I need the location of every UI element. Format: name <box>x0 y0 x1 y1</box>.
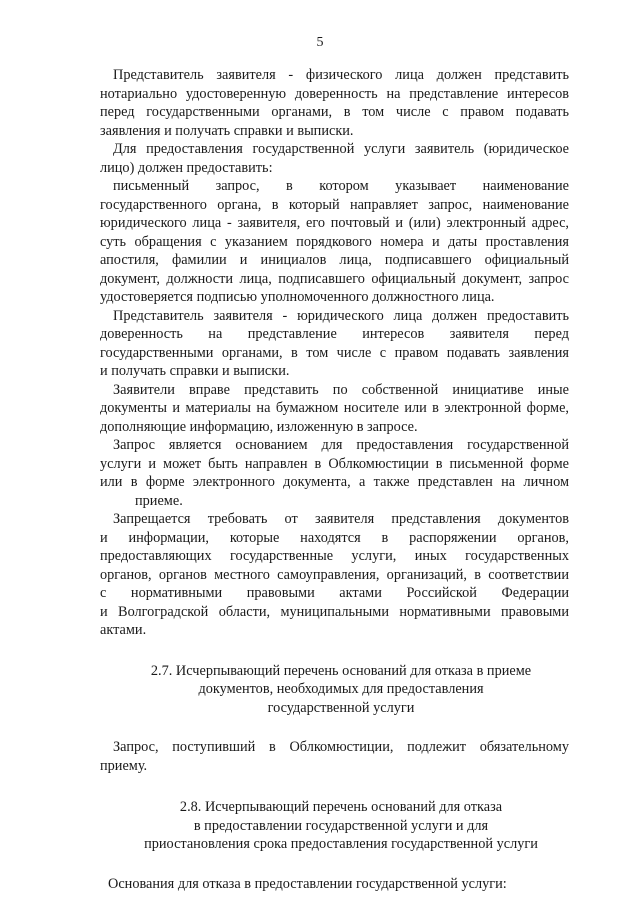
text-line: или в форме электронного документа, а также представлен на личном <box>100 474 569 490</box>
paragraph-request-basis <box>100 436 569 510</box>
heading-line: в предоставлении государственной услуги и для <box>193 817 489 834</box>
paragraph-legal-entity-intro <box>100 140 569 177</box>
paragraph-written-request <box>100 177 569 307</box>
text-line: с нормативными правовыми актами Российской Федерации <box>100 585 569 601</box>
text-line: лицо) должен предоставить: <box>100 159 273 176</box>
section-heading-2-7 <box>100 662 582 718</box>
text-line: Заявители вправе представить по собственной инициативе иные <box>113 381 569 398</box>
text-line: приеме. <box>135 492 183 509</box>
text-line: и информации, которые находятся в распоряжении органов, <box>100 529 569 546</box>
text-line: предоставляющих государственные услуги, иных государственных <box>100 548 569 564</box>
text-line: Представитель заявителя - физического лица должен представить <box>113 67 569 83</box>
text-line: Для предоставления государственной услуги заявитель (юридическое <box>113 141 569 157</box>
heading-line: документов, необходимых для предоставления <box>198 681 484 697</box>
paragraph-prohibition <box>100 510 569 640</box>
text-line: Представитель заявителя - юридического лица должен предоставить <box>113 307 569 324</box>
text-line: и Волгоградской области, муниципальными нормативными правовыми <box>100 603 569 620</box>
text-line: суть обращения с указанием порядкового номера и даты проставления <box>100 233 569 250</box>
text-line: Запрещается требовать от заявителя представления документов <box>113 511 569 527</box>
text-line: доверенность на представление интересов заявителя перед <box>100 326 569 342</box>
text-line: перед государственными органами, в том числе с правом подавать <box>100 104 569 120</box>
text-line: государственного органа, в который направляет запрос, наименование <box>100 196 569 213</box>
text-line: заявления и получать справки и выписки. <box>100 122 354 139</box>
text-line: апостиля, фамилии и инициалов лица, подписавшего официальный <box>100 252 569 268</box>
paragraph-representative-individual <box>100 66 569 140</box>
document-body <box>100 66 569 893</box>
heading-line: государственной услуги <box>267 699 415 716</box>
text-line: актами. <box>100 622 147 638</box>
paragraph-section-2-8-body <box>108 875 569 894</box>
text-line: услуги и может быть направлен в Облкомюстиции в письменной форме <box>100 455 569 472</box>
text-line: органов, органов местного самоуправления, организаций, в соответствии <box>100 566 569 583</box>
text-line: письменный запрос, в котором указывает наименование <box>113 178 569 194</box>
heading-line: приостановления срока предоставления государственной услуги <box>144 836 538 852</box>
section-heading-2-8 <box>100 798 582 854</box>
text-line: юридического лица - заявителя, его почтовый и (или) электронный адрес, <box>100 215 569 231</box>
text-line: Основания для отказа в предоставлении государственной услуги: <box>108 875 507 892</box>
text-line: нотариально удостоверенную доверенность на представление интересов <box>100 85 569 102</box>
text-line: и получать справки и выписки. <box>100 363 290 379</box>
paragraph-additional-documents <box>100 381 569 437</box>
text-line: документ, должности лица, подписавшего официальный документ, запрос <box>100 270 569 287</box>
text-line: государственными органами, в том числе с правом подавать заявления <box>100 344 569 361</box>
paragraph-section-2-7-body <box>100 738 569 775</box>
paragraph-representative-legal <box>100 307 569 381</box>
text-line: Запрос, поступивший в Облкомюстиции, подлежит обязательному <box>113 739 569 755</box>
text-line: Запрос является основанием для предоставления государственной <box>113 437 569 453</box>
heading-line: 2.7. Исчерпывающий перечень оснований для отказа в приеме <box>150 662 532 679</box>
text-line: приему. <box>100 757 148 774</box>
text-line: документы и материалы на бумажном носителе или в электронной форме, <box>100 400 569 416</box>
heading-line: 2.8. Исчерпывающий перечень оснований для отказа <box>179 799 503 815</box>
text-line: удостоверяется подписью уполномоченного должностного лица. <box>100 289 495 305</box>
text-line: дополняющие информацию, изложенную в запросе. <box>100 418 418 435</box>
page-number: 5 <box>316 35 324 50</box>
